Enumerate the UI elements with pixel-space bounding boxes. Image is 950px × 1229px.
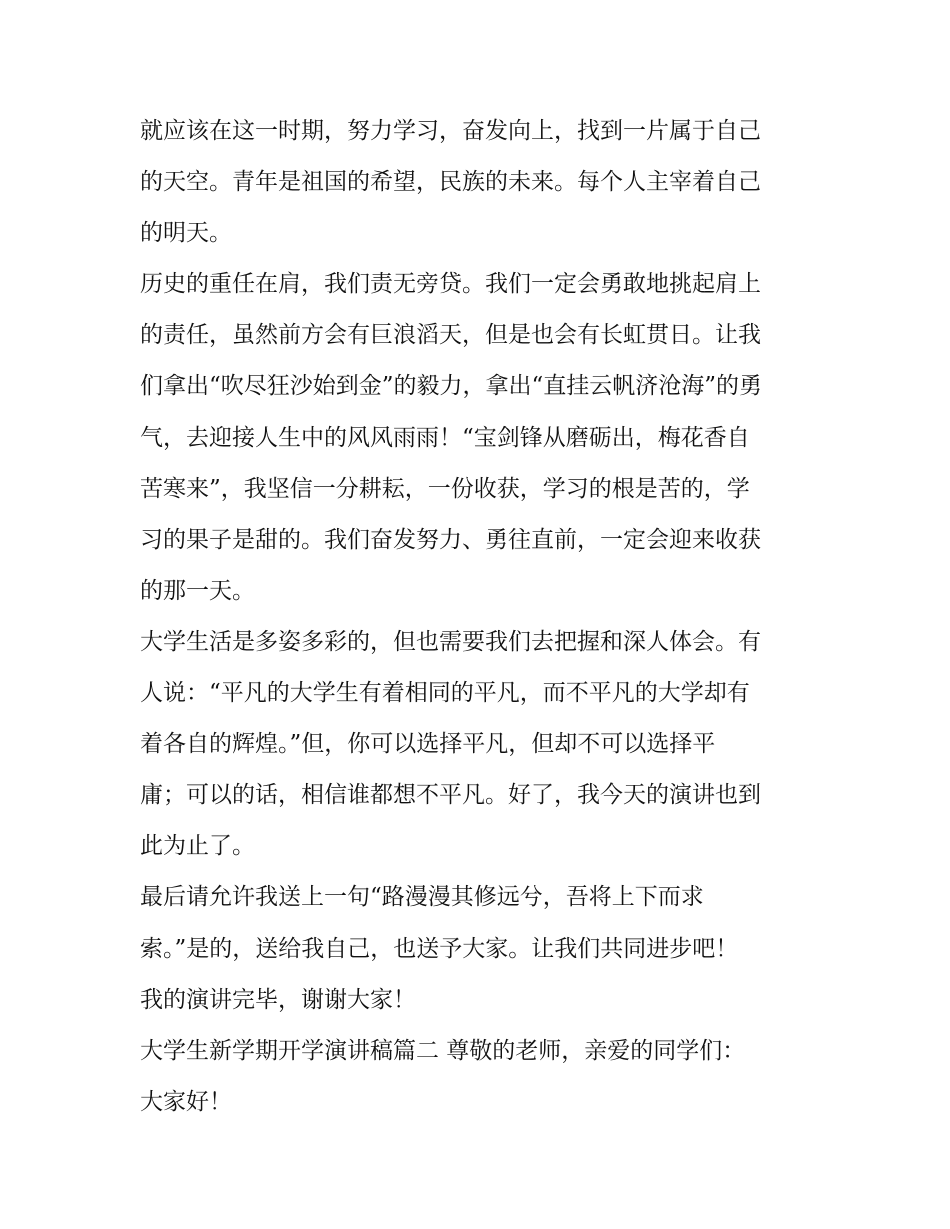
text-line: 的那一天。 — [140, 577, 255, 604]
text-line: 历史的重任在肩，我们责无旁贷。我们一定会勇敢地挑起肩上 — [140, 271, 761, 298]
text-line: 大学生新学期开学演讲稿篇二 尊敬的老师，亲爱的同学们： — [140, 1037, 746, 1064]
text-line: 最后请允许我送上一句“路漫漫其修远兮，吾将上下而求 — [140, 884, 704, 911]
text-line: 大学生活是多姿多彩的，但也需要我们去把握和深人体会。有 — [140, 628, 761, 655]
text-line: 庸；可以的话，相信谁都想不平凡。好了，我今天的演讲也到 — [140, 782, 761, 809]
text-line: 的责任，虽然前方会有巨浪滔天，但是也会有长虹贯日。让我 — [140, 322, 761, 349]
text-line: 大家好！ — [140, 1088, 232, 1115]
text-line: 此为止了。 — [140, 833, 255, 860]
text-line: 就应该在这一时期，努力学习，奋发向上，找到一片属于自己 — [140, 118, 761, 144]
text-line: 习的果子是甜的。我们奋发努力、勇往直前，一定会迎来收获 — [140, 526, 761, 553]
text-line: 气，去迎接人生中的风风雨雨！“宝剑锋从磨砺出，梅花香自 — [140, 424, 750, 451]
body-text — [140, 106, 820, 1128]
text-line: 们拿出“吹尽狂沙始到金”的毅力，拿出“直挂云帆济沧海”的勇 — [140, 373, 763, 400]
text-line: 索。”是的，送给我自己，也送予大家。让我们共同进步吧！ — [140, 935, 739, 962]
text-line: 着各自的辉煌。”但，你可以选择平凡，但却不可以选择平 — [140, 731, 716, 758]
text-line: 人说：“平凡的大学生有着相同的平凡，而不平凡的大学却有 — [140, 680, 750, 707]
text-line: 的明天。 — [140, 220, 232, 247]
text-line: 苦寒来”，我坚信一分耕耘，一份收获，学习的根是苦的，学 — [140, 475, 750, 502]
text-line: 我的演讲完毕，谢谢大家！ — [140, 986, 416, 1013]
text-line: 的天空。青年是祖国的希望，民族的未来。每个人主宰着自己 — [140, 169, 761, 196]
